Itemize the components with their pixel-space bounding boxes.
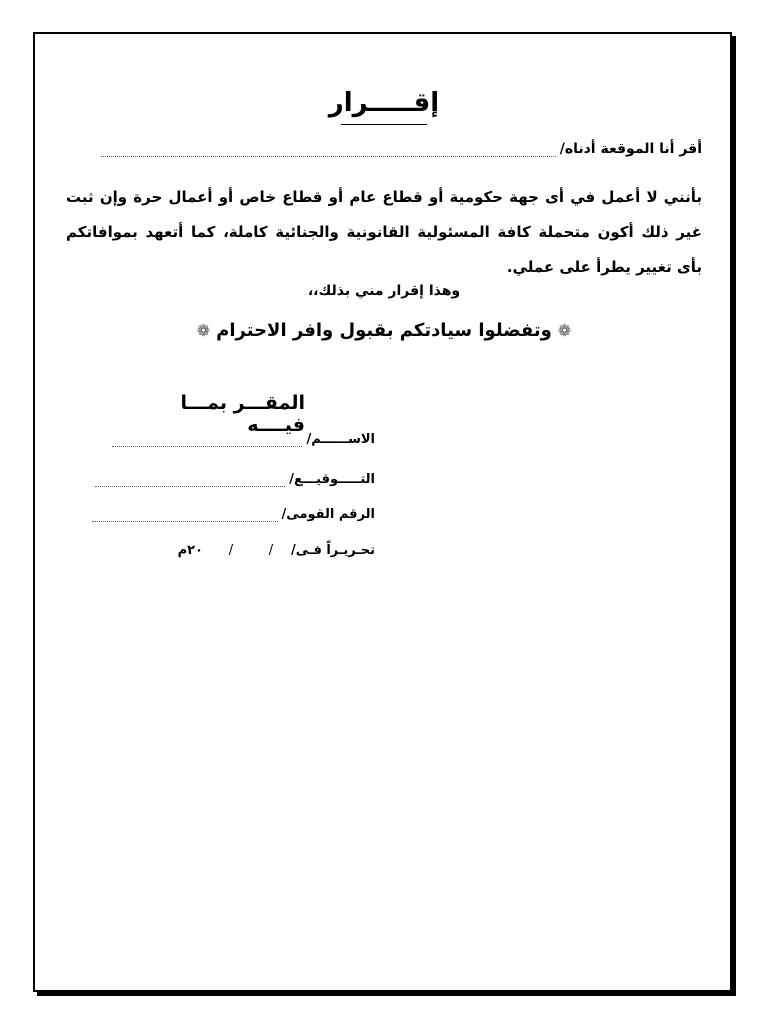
intro-dotted-line bbox=[101, 144, 556, 157]
document-title bbox=[0, 88, 768, 118]
declaration-body: بأنني لا أعمل في أى جهة حكومية أو قطاع عام أو قطاع خاص أو أعمال حرة وإن ثبت غير ذلك أكون متحملة كافة المسئولية القانونية والجنائية كاملة، كما أتعهد بموافاتكم بأى تغيير يطرأ على عملي. bbox=[66, 188, 702, 276]
date-label: تحـريـراً فـى/ bbox=[290, 543, 375, 558]
name-label: الاســــــم/ bbox=[306, 432, 375, 447]
confirmation-line: وهذا إقرار مني بذلك،، bbox=[307, 283, 461, 299]
national-id-dotted-line bbox=[92, 509, 278, 522]
date-year: ٢٠م bbox=[177, 543, 203, 558]
signatory-heading: المقـــر بمـــا فيــــه bbox=[180, 392, 305, 436]
intro-label: أقر أنا الموقعة أدناه/ bbox=[559, 141, 702, 157]
name-field bbox=[112, 432, 375, 447]
signature-field bbox=[95, 472, 375, 487]
ornament-icon: ❁ bbox=[196, 321, 211, 340]
title-text: إقـــــرار bbox=[328, 88, 440, 118]
signature-dotted-line bbox=[95, 474, 285, 487]
intro-line bbox=[101, 141, 702, 157]
signature-label: التـــــوقيـــع/ bbox=[289, 472, 375, 487]
national-id-field bbox=[92, 507, 375, 522]
date-separator: / bbox=[268, 543, 274, 558]
date-separator: / bbox=[228, 543, 234, 558]
national-id-label: الرقم القومى/ bbox=[281, 507, 375, 522]
title-underline bbox=[341, 124, 427, 125]
closing-text: وتفضلوا سيادتكم بقبول وافر الاحترام bbox=[216, 320, 552, 341]
date-field bbox=[178, 543, 375, 558]
closing-line bbox=[0, 320, 768, 341]
name-dotted-line bbox=[112, 434, 302, 447]
ornament-icon: ❁ bbox=[557, 321, 572, 340]
